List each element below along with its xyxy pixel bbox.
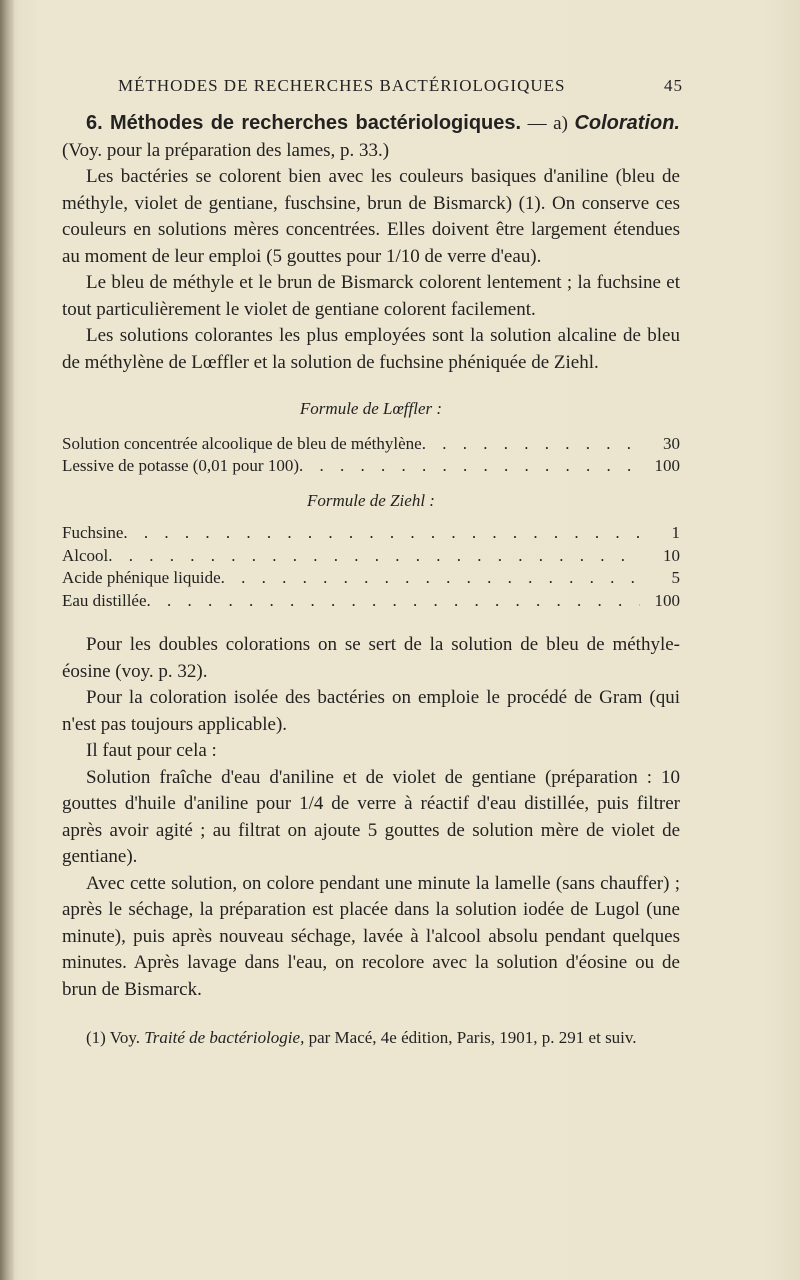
paragraph: Il faut pour cela :: [86, 740, 217, 761]
section-title: 6. Méthodes de recherches bactériologiques.: [86, 112, 522, 134]
formula-row: [62, 567, 680, 590]
section-heading-paragraph: [62, 110, 680, 164]
footnote-suffix: par Macé, 4e édition, Paris, 1901, p. 291 et suiv.: [304, 1028, 637, 1047]
leader-dots: [221, 567, 640, 590]
formula-ingredient: Solution concentrée alcoolique de bleu de méthylène: [62, 433, 422, 453]
leader-dots: [299, 455, 640, 478]
leader-dots: [422, 433, 640, 456]
footnote-prefix: (1) Voy.: [86, 1028, 145, 1047]
book-spine-shadow: [0, 0, 14, 1280]
formula-quantity: 100: [654, 456, 680, 475]
formula-row: [62, 590, 680, 613]
formula-quantity: 1: [671, 523, 680, 542]
formula-ingredient: Lessive de potasse (0,01 pour 100): [62, 456, 300, 475]
running-title: MÉTHODES DE RECHERCHES BACTÉRIOLOGIQUES: [118, 76, 566, 95]
formula-ziehl-title: Formule de Ziehl :: [307, 490, 435, 510]
formula-row: [62, 455, 680, 478]
formula-quantity: 5: [671, 568, 680, 587]
section-subtitle: Coloration.: [574, 112, 680, 134]
formula-ingredient: Alcool: [62, 545, 109, 565]
paragraph: Le bleu de méthyle et le brun de Bismarck colorent lentement ; la fuchsine et tout particulièrement le violet de gentiane colorent facilement.: [62, 272, 680, 320]
formula-ingredient: Eau distillée: [62, 590, 147, 610]
formula-ingredient: Fuchsine: [62, 523, 124, 542]
formula-loeffler-title: Formule de Lœffler :: [299, 399, 443, 418]
page-body: [62, 110, 680, 1067]
formula-quantity: 10: [663, 545, 680, 565]
running-head: [118, 76, 683, 96]
leader-dots: [123, 522, 640, 545]
page-number: 45: [664, 76, 683, 95]
formula-row: [62, 545, 680, 568]
paragraph: Les solutions colorantes les plus employées sont la solution alcaline de bleu de méthylène de Lœffler et la solution de fuchsine phéniquée de Ziehl.: [62, 325, 680, 373]
section-sub-label: — a): [521, 113, 575, 134]
paragraph: Avec cette solution, on colore pendant une minute la lamelle (sans chauffer) ; après le séchage, la préparation est placée dans la solution iodée de Lugol (une minute), puis après nouveau séchage, lavée à l'alcool absolu pendant quelques minutes. Après lavage dans l'eau, on recolore avec la solution d'éosine ou de brun de Bismarck.: [62, 872, 680, 1000]
formula-quantity: 30: [663, 433, 680, 453]
paragraph: Pour les doubles colorations on se sert de la solution de bleu de méthyle-éosine (voy. p. 32).: [62, 634, 680, 682]
formula-ingredient: Acide phénique liquide: [62, 568, 221, 587]
section-intro: (Voy. pour la préparation des lames, p. 33.): [62, 139, 390, 161]
paragraph: Les bactéries se colorent bien avec les couleurs basiques d'aniline (bleu de méthyle, violet de gentiane, fuschsine, brun de Bismarck) (1). On conserve ces couleurs en solutions mères concentrées. Elles doivent être largement étendues au moment de leur emploi (5 gouttes pour 1/10 de verre d'eau).: [62, 166, 680, 267]
paragraph: Solution fraîche d'eau d'aniline et de violet de gentiane (préparation : 10 gouttes d'huile d'aniline pour 1/4 de verre à réactif d'eau distillée, puis filtrer après avoir agité ; au filtrat on ajoute 5 gouttes de solution mère de violet de gentiane).: [62, 766, 680, 867]
leader-dots: [108, 545, 640, 568]
formula-row: [62, 433, 680, 456]
footnote-work-title: Traité de bactériologie,: [144, 1028, 305, 1047]
formula-quantity: 100: [654, 590, 680, 610]
leader-dots: [147, 590, 640, 613]
footnote: [62, 1027, 680, 1050]
paragraph: Pour la coloration isolée des bactéries on emploie le procédé de Gram (qui n'est pas toujours applicable).: [62, 687, 680, 735]
formula-row: [62, 522, 680, 545]
